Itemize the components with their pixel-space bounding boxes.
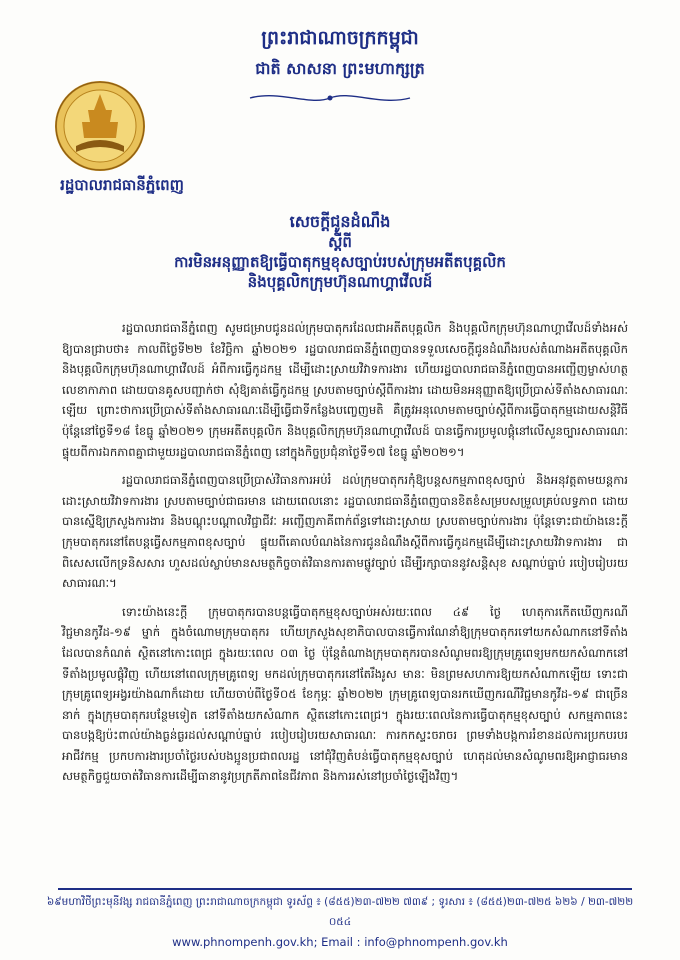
title-regarding: ស្តីពី (328, 233, 352, 251)
national-motto: ជាតិ សាសនា ព្រះមហាក្សត្រ (255, 59, 425, 78)
title-subject-line1: ការមិនអនុញ្ញាតឱ្យធ្វើបាតុកម្មខុសច្បាប់របស់ក្រុមអតីតបុគ្គលិក (174, 253, 506, 271)
footer (40, 892, 640, 952)
footer-email-label: Email : (321, 935, 361, 949)
footer-email[interactable]: info@phnompenh.gov.kh (364, 935, 508, 949)
kingdom-name: ព្រះរាជាណាចក្រកម្ពុជា (261, 27, 419, 49)
divider-ornament-icon (240, 90, 420, 106)
title-subject-line2: និងបុគ្គលិកក្រុមហ៊ុនណាហ្គាវើលដ៍ (247, 273, 433, 291)
letterhead-kingdom (0, 24, 680, 82)
paragraph-3: ទោះយ៉ាងនេះក្តី ក្រុមបាតុករបានបន្តធ្វើបាតុកម្មខុសច្បាប់អស់រយៈពេល ៤៩ ថ្ងៃ ហេតុការកើតឃើញករណីវិជ្ជមានកូវីដ-១៩ ម្នាក់ ក្នុងចំណោមក្រុមបាតុករ ហើយក្រសួងសុខាភិបាលបានធ្វើការណែនាំឱ្យក្រុមបាតុករទៅយកសំណាកនៅទីតាំងដែលបានកំណត់ ស្ថិតនៅកោះពេជ្រ ក្នុងរយៈពេល ០៣ ថ្ងៃ ប៉ុន្តែតំណាងក្រុមបាតុករបានសំណូមពរឱ្យក្រុមគ្រូពេទ្យមកយកសំណាកនៅទីតាំងប្រមូលផ្តុំវិញ ហើយនៅពេលក្រុមគ្រូពេទ្យ មកដល់ក្រុមបាតុករនៅតែរឹងរូស មានៈ មិនព្រមសហការឱ្យយកសំណាកឡើយ ទោះជាក្រុមគ្រូពេទ្យអង្វរយ៉ាងណាក៏ដោយ ហើយចាប់ពីថ្ងៃទី០៥ ខែកុម្ភៈ ឆ្នាំ២០២២ ក្រុមគ្រូពេទ្យបានរកឃើញករណីវិជ្ជមានកូវីដ-១៩ ជាច្រើននាក់ ក្នុងក្រុមបាតុករបន្ថែមទៀត នៅទីតាំងយកសំណាក ស្ថិតនៅកោះពេជ្រ។ ក្នុងរយៈពេលនៃការធ្វើបាតុកម្មខុសច្បាប់ សកម្មភាពនេះបានបង្កឱ្យប៉ះពាល់យ៉ាងធ្ងន់ធ្ងរដល់សណ្តាប់ធ្នាប់ របៀបរៀបរយសាធារណៈ ការកកស្ទះចរាចរ ព្រមទាំងបង្កការរំខានដល់ការប្រកបរបរអាជីវកម្ម ប្រកបការងារប្រចាំថ្ងៃរបស់បងប្អូនប្រជាពលរដ្ឋ នៅជុំវិញតំបន់ធ្វើបាតុកម្មខុសច្បាប់ ហេតុដល់មានសំណូមពរឱ្យអាជ្ញាធរមានសមត្ថកិច្ចជួយចាត់វិធានការដើម្បីធានានូវប្រក្រតីភាពនៃជីវភាព និងការរស់នៅប្រចាំថ្ងៃឡើងវិញ។ (62, 604, 628, 784)
footer-contact: www.phnompenh.gov.kh; Email : info@phnompenh.gov.kh (172, 935, 508, 949)
footer-divider (58, 888, 632, 890)
footer-address: ៦៩មហាវិថីព្រះមុនីវង្ស រាជធានីភ្នំពេញ ព្រះរាជាណាចក្រកម្ពុជា ទូរស័ព្ទ ៖ (៨៥៥)២៣-៧២២ ៧៣៩ ; ទូរសារ ៖ (៨៥៥)២៣-៧២៥ ៦២៦ / ២៣-៧២២ ០៥៤ (46, 896, 634, 928)
paragraph-2: រដ្ឋបាលរាជធានីភ្នំពេញបានប្រើប្រាស់វិធានការអប់រំ ដល់ក្រុមបាតុករកុំឱ្យបន្តសកម្មភាពខុសច្បាប់ និងអនុវត្តតាមយន្តការដោះស្រាយវិវាទការងារ ស្របតាមច្បាប់ជាធរមាន ដោយពេលនោះ រដ្ឋបាលរាជធានីភ្នំពេញបានខិតខំសម្របសម្រួលគ្រប់លទ្ធភាព ដោយបានស្នើឱ្យក្រសួងការងារ និងបណ្តុះបណ្តាលវិជ្ជាជីវៈ អញ្ជើញភាគីពាក់ព័ន្ធទៅដោះស្រាយ ស្របតាមច្បាប់ការងារ ប៉ុន្តែទោះជាយ៉ាងនេះក្តី ក្រុមបាតុករនៅតែបន្តធ្វើសកម្មភាពខុសច្បាប់ ផ្ទុយពីគោលបំណងនៃការជូនដំណឹងស្តីពីការធ្វើកូដកម្មដើម្បីដោះស្រាយវិវាទការងារ ជាពិសេសលើកទ្រនិសសារ ហួសដល់ស្លាប់មានសមត្ថកិច្ចចាត់វិធានការតាមផ្លូវច្បាប់ ដើម្បីរក្សាបាននូវសន្តិសុខ សណ្តាប់ធ្នាប់ របៀបរៀបរយសាធារណៈ។ (62, 473, 628, 591)
footer-website[interactable]: www.phnompenh.gov.kh (172, 935, 314, 949)
document-title (0, 212, 680, 292)
document-body (62, 318, 628, 795)
phnom-penh-seal-icon (54, 80, 146, 172)
issuing-agency: រដ្ឋបាលរាជធានីភ្នំពេញ (60, 176, 184, 194)
title-notice: សេចក្តីជូនដំណឹង (289, 212, 391, 231)
paragraph-1: រដ្ឋបាលរាជធានីភ្នំពេញ សូមជម្រាបជូនដល់ក្រុមបាតុករដែលជាអតីតបុគ្គលិក និងបុគ្គលិកក្រុមហ៊ុនណាហ្គាវើលដ៍ទាំងអស់ ឱ្យបានជ្រាបថា៖ កាលពីថ្ងៃទី២២ ខែវិច្ឆិកា ឆ្នាំ២០២១ រដ្ឋបាលរាជធានីភ្នំពេញបានទទួលសេចក្តីជូនដំណឹងរបស់តំណាងអតីតបុគ្គលិក និងបុគ្គលិកក្រុមហ៊ុនណាហ្គាវើលដ៍ អំពីការធ្វើកូដកម្ម ដើម្បីដោះស្រាយវិវាទការងារ ហើយរដ្ឋបាលរាជធានីភ្នំពេញបានអញ្ជើញម្ចាស់ហត្ថលេខាកាភាព ដោយបានគូសបញ្ជាក់ថា សុំឱ្យគាត់ធ្វើកូដកម្ម ស្របតាមច្បាប់ស្តីពីការងារ ដោយមិនអនុញ្ញាតឱ្យប្រើប្រាស់ទីតាំងសាធារណៈឡើយ ព្រោះថាការប្រើប្រាស់ទីតាំងសាធារណៈដើម្បីធ្វើជាទីកន្លែងបញ្ចេញមតិ គឺត្រូវអនុលោមតាមច្បាប់ស្តីពីការធ្វើបាតុកម្មដោយសន្តិវិធី ប៉ុន្តែនៅថ្ងៃទី១៨ ខែធ្នូ ឆ្នាំ២០២១ ក្រុមអតីតបុគ្គលិក និងបុគ្គលិកក្រុមហ៊ុនណាហ្គាវើលដ៍ បានធ្វើការប្រមូលផ្តុំនៅលើសួនច្បារសាធារណៈ ផ្ទុយពីការឯកភាពគ្នាជាមួយរដ្ឋបាលរាជធានីភ្នំពេញ នៅក្នុងកិច្ចប្រជុំនាថ្ងៃទី១៧ ខែធ្នូ ឆ្នាំ២០២១។ (62, 321, 628, 459)
